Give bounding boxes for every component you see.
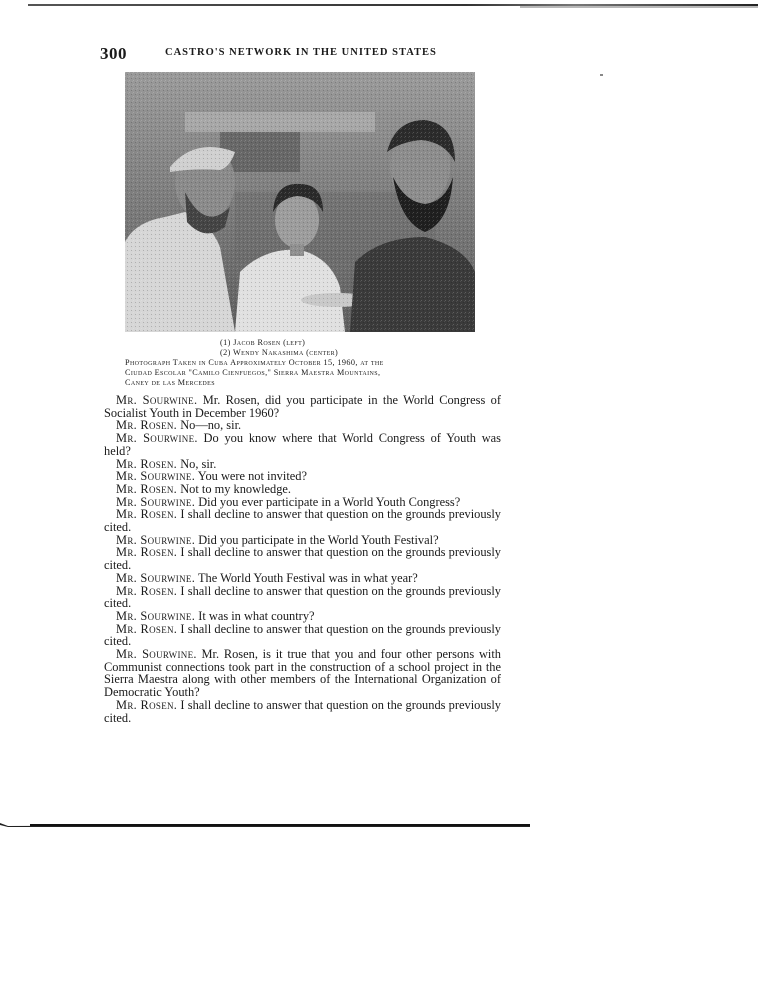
speaker-name: Mr. Sourwine. — [116, 393, 198, 407]
caption-line-3: Photograph Taken in Cuba Approximately October 15, 1960, at the — [125, 358, 384, 367]
dialogue-text: No, sir. — [177, 456, 217, 471]
top-rule-shadow — [520, 6, 758, 8]
photo-caption — [125, 338, 495, 388]
dialogue-paragraph — [104, 623, 501, 648]
speaker-name: Mr. Rosen. — [116, 697, 178, 712]
dialogue-text: Did you ever participate in a World Youth Congress? — [195, 494, 461, 509]
dialogue-paragraph — [104, 508, 501, 533]
dialogue-text: The World Youth Festival was in what year? — [195, 570, 418, 585]
dialogue-paragraph — [104, 394, 501, 419]
bottom-rule — [0, 822, 530, 828]
speaker-name: Mr. Rosen. — [116, 621, 178, 636]
speaker-name: Mr. Rosen. — [116, 456, 178, 471]
speaker-name: Mr. Sourwine. — [116, 469, 196, 484]
speaker-name: Mr. Rosen. — [116, 418, 178, 433]
speaker-name: Mr. Sourwine. — [116, 570, 196, 585]
speaker-name: Mr. Rosen. — [116, 583, 178, 598]
dialogue-paragraph — [104, 648, 501, 699]
dialogue-paragraph — [104, 432, 501, 457]
running-title: CASTRO'S NETWORK IN THE UNITED STATES — [165, 47, 437, 58]
dialogue-text: No—no, sir. — [177, 418, 242, 433]
dialogue-text: Mr. Rosen, is it true that you and four other persons with Communist connections took part in the construction of a school project in the Sierra Maestra along with other members of the International Organization of Democratic Youth? — [104, 647, 501, 700]
speaker-name: Mr. Rosen. — [116, 481, 178, 496]
dialogue-text: I shall decline to answer that question on the grounds previously cited. — [104, 697, 501, 725]
speaker-name: Mr. Sourwine. — [116, 608, 196, 623]
dialogue-text: I shall decline to answer that question on the grounds previously cited. — [104, 507, 501, 535]
caption-line-2: (2) Wendy Nakashima (center) — [220, 348, 339, 357]
scan-speck — [600, 74, 603, 76]
photograph — [125, 72, 475, 332]
caption-line-4: Ciudad Escolar "Camilo Cienfuegos," Sierra Maestra Mountains, — [125, 368, 381, 377]
page-number: 300 — [100, 44, 127, 63]
testimony-text — [104, 394, 501, 724]
dialogue-paragraph — [104, 546, 501, 571]
dialogue-text: Mr. Rosen, did you participate in the World Congress of Socialist Youth in December 1960? — [104, 393, 501, 420]
photograph-image — [125, 72, 475, 332]
speaker-name: Mr. Sourwine. — [116, 431, 198, 446]
dialogue-text: I shall decline to answer that question on the grounds previously cited. — [104, 621, 501, 649]
caption-line-5: Caney de las Mercedes — [125, 378, 215, 387]
dialogue-paragraph — [104, 699, 501, 724]
caption-line-1: (1) Jacob Rosen (left) — [220, 338, 306, 347]
speaker-name: Mr. Sourwine. — [116, 532, 196, 547]
dialogue-paragraph — [104, 585, 501, 610]
dialogue-text: I shall decline to answer that question on the grounds previously cited. — [104, 545, 501, 573]
dialogue-text: It was in what country? — [195, 608, 315, 623]
speaker-name: Mr. Sourwine. — [116, 494, 196, 509]
dialogue-text: Not to my knowledge. — [177, 481, 292, 496]
speaker-name: Mr. Rosen. — [116, 507, 178, 522]
dialogue-text: Did you participate in the World Youth Festival? — [195, 532, 439, 547]
dialogue-text: Do you know where that World Congress of Youth was held? — [104, 431, 501, 458]
speaker-name: Mr. Sourwine. — [116, 647, 197, 662]
dialogue-text: I shall decline to answer that question on the grounds previously cited. — [104, 583, 501, 611]
speaker-name: Mr. Rosen. — [116, 545, 178, 560]
dialogue-text: You were not invited? — [195, 469, 307, 484]
